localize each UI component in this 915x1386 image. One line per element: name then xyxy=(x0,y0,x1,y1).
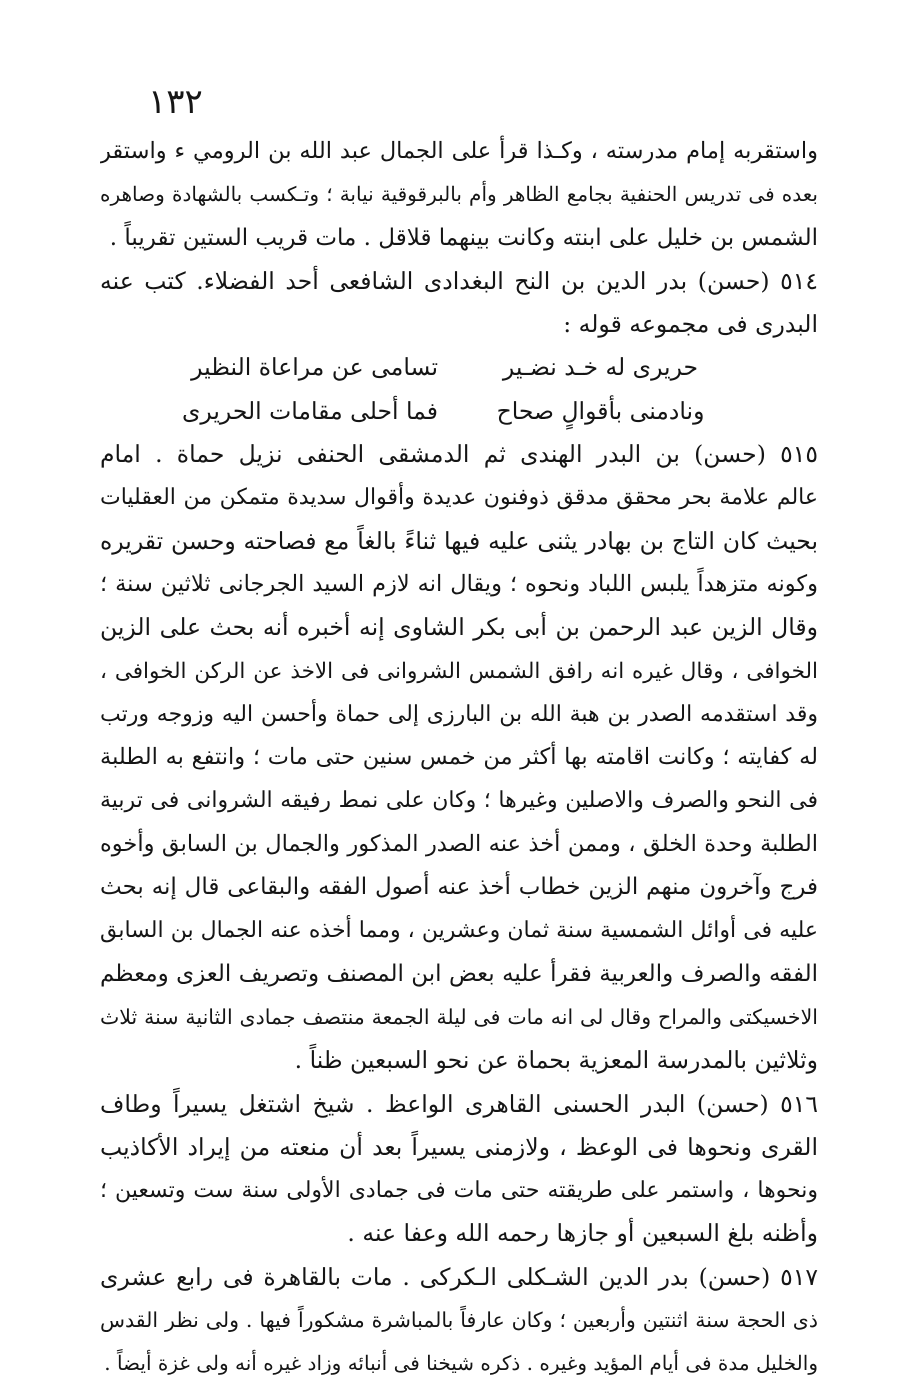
text-line: ٥١٧ (حسن) بدر الدين الشـكلى الـكركى . مات بالقاهرة فى رابع عشرى xyxy=(100,1262,818,1291)
text-line: الشمس بن خليل على ابنته وكانت بينهما قلاقل . مات قريب الستين تقريباً . xyxy=(109,224,818,251)
verse-line xyxy=(100,346,818,389)
body-text xyxy=(100,130,818,1386)
text-line: البدرى فى مجموعه قوله : xyxy=(563,310,818,339)
text-line: الاخسيكتى والمراح وقال لى انه مات فى ليلة الجمعة منتصف جمادى الثانية سنة ثلاث xyxy=(100,1004,818,1029)
page-number: ١٣٢ xyxy=(148,82,203,122)
text-line: عليه فى أوائل الشمسية سنة ثمان وعشرين ، ومما أخذه عنه الجمال بن السابق xyxy=(100,918,818,944)
text-line: بحيث كان التاج بن بهادر يثنى عليه فيها ثناءً بالغاً مع فصاحته وحسن تقريره xyxy=(100,526,818,555)
text-line: وأظنه بلغ السبعين أو جازها رحمه الله وعفا عنه . xyxy=(347,1219,818,1248)
verse-first-hemistich: ونادمنى بأقوالٍ صحاح xyxy=(496,396,705,425)
verse-second-hemistich: فما أحلى مقامات الحريرى xyxy=(181,396,438,425)
verse-first-hemistich: حريرى له خـد نضـير xyxy=(502,353,699,382)
text-line: فرج وآخرون منهم الزين خطاب أخذ عنه أصول الفقه والبقاعى قال إنه بحث xyxy=(100,874,818,901)
text-line: بعده فى تدريس الحنفية بجامع الظاهر وأم بالبرقوقية نيابة ؛ وتـكسب بالشهادة وصاهره xyxy=(100,182,818,207)
text-line: الطلبة وحدة الخلق ، وممن أخذ عنه الصدر المذكور والجمال بن السابق وأخوه xyxy=(100,830,818,857)
verse-second-hemistich: تسامى عن مراعاة النظير xyxy=(191,353,438,382)
text-line: والخليل مدة فى أيام المؤيد وغيره . ذكره شيخنا فى أنبائه وزاد غيره أنه ولى غزة أيضاً . xyxy=(104,1351,818,1376)
text-line: ٥١٥ (حسن) بن البدر الهندى ثم الدمشقى الحنفى نزيل حماة . امام xyxy=(100,440,818,469)
text-line: واستقربه إمام مدرسته ، وكـذا قرأ على الجمال عبد الله بن الرومي ء واستقر xyxy=(100,138,818,164)
text-line: ٥١٤ (حسن) بدر الدين بن النح البغدادى الشافعى أحد الفضلاء. كتب عنه xyxy=(100,266,818,295)
text-line: وكونه متزهداً يلبس اللباد ونحوه ؛ ويقال انه لازم السيد الجرجانى ثلاثين سنة ؛ xyxy=(100,570,818,597)
text-line: وقد استقدمه الصدر بن هبة الله بن البارزى إلى حماة وأحسن اليه وزوجه ورتب xyxy=(100,701,818,727)
text-line: ونحوها ، واستمر على طريقته حتى مات فى جمادى الأولى سنة ست وتسعين ؛ xyxy=(100,1178,818,1204)
text-line: فى النحو والصرف والاصلين وغيرها ؛ وكان على نمط رفيقه الشروانى فى تربية xyxy=(100,788,818,814)
text-line: ذى الحجة سنة اثنتين وأربعين ؛ وكان عارفاً بالمباشرة مشكوراً فيها . ولى نظر القدس xyxy=(100,1308,818,1333)
text-line: الفقه والصرف والعربية فقرأ عليه بعض ابن المصنف وتصريف العزى ومعظم xyxy=(100,960,818,987)
text-line: عالم علامة بحر محقق مدقق ذوفنون عديدة وأقوال سديدة متمكن من العقليات xyxy=(100,485,818,511)
text-line: القرى ونحوها فى الوعظ ، ولازمنى يسيراً بعد أن منعته من إيراد الأكاذيب xyxy=(100,1132,818,1161)
text-line: الخوافى ، وقال غيره انه رافق الشمس الشروانى فى الاخذ عن الركن الخوافى ، xyxy=(100,658,818,684)
text-line: ٥١٦ (حسن) البدر الحسنى القاهرى الواعظ . شيخ اشتغل يسيراً وطاف xyxy=(100,1089,818,1118)
verse-line xyxy=(100,390,818,433)
text-line: وثلاثين بالمدرسة المعزية بحماة عن نحو السبعين ظناً . xyxy=(294,1046,818,1075)
text-line: له كفايته ؛ وكانت اقامته بها أكثر من خمس سنين حتى مات ؛ وانتفع به الطلبة xyxy=(100,744,818,771)
text-line: وقال الزين عبد الرحمن بن أبى بكر الشاوى إنه أخبره أنه بحث على الزين xyxy=(100,613,818,642)
